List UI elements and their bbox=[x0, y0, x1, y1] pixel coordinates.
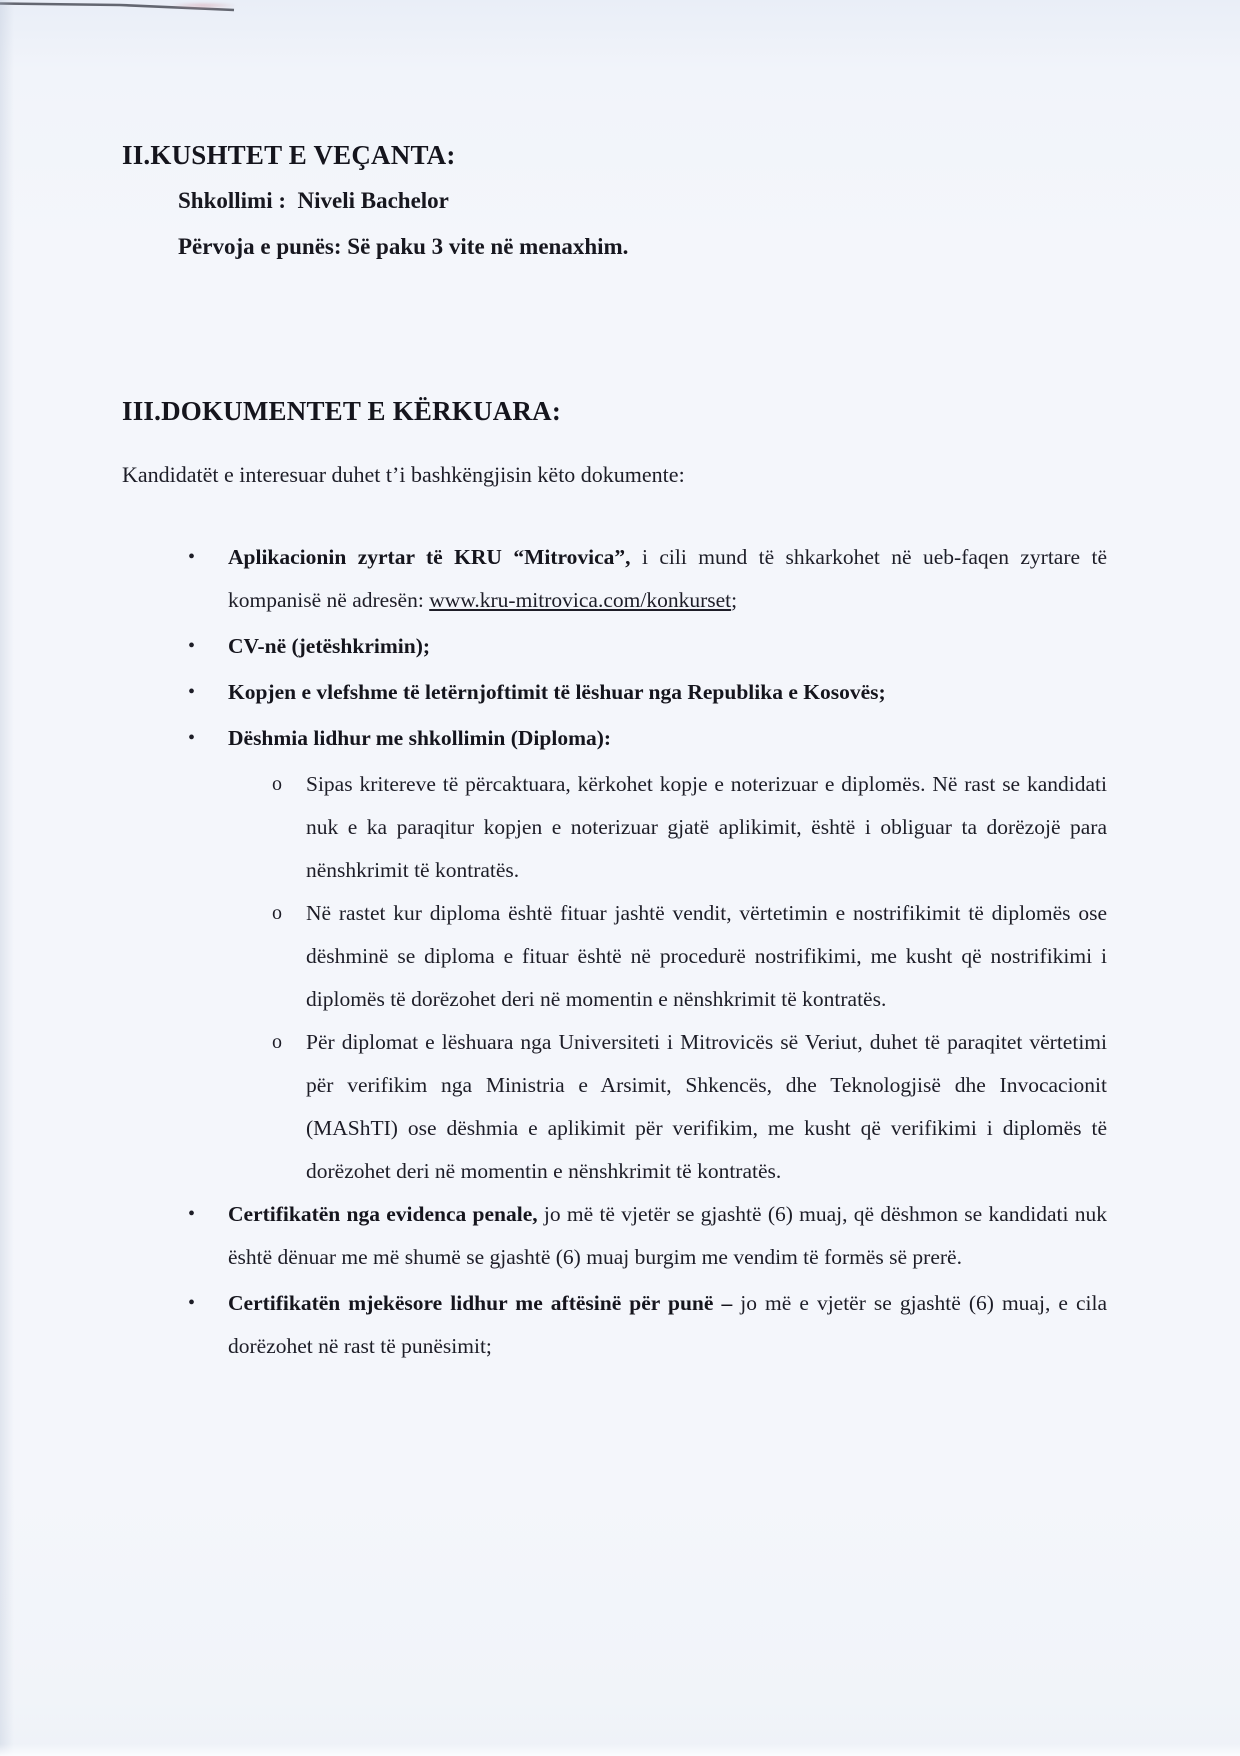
company-careers-url-link[interactable]: www.kru-mitrovica.com/konkurset bbox=[429, 588, 732, 612]
bullet-bold-text: Aplikacionin zyrtar të KRU “Mitrovica”, bbox=[228, 545, 631, 569]
bullet-dot-icon: • bbox=[188, 681, 196, 703]
bullet-dot-icon: • bbox=[188, 635, 196, 657]
documents-intro-paragraph: Kandidatët e interesuar duhet t’i bashkëngjisin këto dokumente: bbox=[122, 462, 685, 487]
sub-item-notarized-copy bbox=[272, 763, 1107, 892]
list-item-diploma bbox=[188, 717, 1107, 760]
list-item-id-copy bbox=[188, 671, 1107, 714]
list-item-cv bbox=[188, 625, 1107, 668]
bullet-bold-text: Certifikatën mjekësore lidhur me aftësinë për punë – bbox=[228, 1291, 733, 1315]
bullet-regular-text: jo më e vjetër se gjashtë (6) muaj, e cila dorëzohet në rast të punësimit; bbox=[228, 1291, 1107, 1358]
sub-bullet-o-icon: o bbox=[272, 773, 282, 795]
sub-item-foreign-diploma bbox=[272, 892, 1107, 1021]
sub-bullet-o-icon: o bbox=[272, 902, 282, 924]
list-item-criminal-record-certificate bbox=[188, 1193, 1107, 1279]
bullet-tail-text: ; bbox=[731, 588, 738, 612]
bullet-regular-text: jo më të vjetër se gjashtë (6) muaj, që dëshmon se kandidati nuk është dënuar me më shumë se gjashtë (6) muaj burgim me vendim të formës së prerë. bbox=[228, 1202, 1107, 1269]
sub-bullet-o-icon: o bbox=[272, 1031, 282, 1053]
scan-bottom-edge-artifact bbox=[0, 1744, 1240, 1756]
condition-education-line: Shkollimi : Niveli Bachelor bbox=[178, 188, 449, 213]
bullet-dot-icon: • bbox=[188, 727, 196, 749]
bullet-dot-icon: • bbox=[188, 1292, 196, 1314]
bullet-dot-icon: • bbox=[188, 1203, 196, 1225]
required-documents-list bbox=[0, 536, 1240, 1371]
condition-experience-line: Përvoja e punës: Së paku 3 vite në menaxhim. bbox=[178, 234, 629, 259]
bullet-bold-text: Certifikatën nga evidenca penale, bbox=[228, 1202, 538, 1226]
sub-item-text: Për diplomat e lëshuara nga Universiteti i Mitrovicës së Veriut, duhet të paraqitet vërtetimi për verifikim nga Ministria e Arsimit, Shkencës, dhe Teknologjisë dhe Invocacionit (MAShTI) ose dëshmia e aplikimit për verifikim, me kusht që verifikimi i diplomës të dorëzohet deri në momentin e nënshkrimit të kontratës. bbox=[306, 1030, 1107, 1183]
section-heading-special-conditions: II.KUSHTET E VEÇANTA: bbox=[122, 140, 456, 170]
list-item-medical-certificate bbox=[188, 1282, 1107, 1368]
scan-smudge-artifact bbox=[168, 2, 238, 9]
bullet-dot-icon: • bbox=[188, 546, 196, 568]
bullet-bold-text: CV-në (jetëshkrimin); bbox=[228, 634, 431, 658]
section-heading-required-documents: III.DOKUMENTET E KËRKUARA: bbox=[122, 396, 562, 426]
sub-item-north-mitrovica-university bbox=[272, 1021, 1107, 1193]
bullet-bold-text: Kopjen e vlefshme të letërnjoftimit të lëshuar nga Republika e Kosovës; bbox=[228, 680, 886, 704]
bullet-regular-text: i cili mund të shkarkohet në ueb-faqen zyrtare të kompanisë në adresën: bbox=[228, 545, 1107, 612]
sub-item-text: Sipas kritereve të përcaktuara, kërkohet kopje e noterizuar e diplomës. Në rast se kandidati nuk e ka paraqitur kopjen e noterizuar gjatë aplikimit, është i obliguar ta dorëzojë para nënshkrimit të kontratës. bbox=[306, 772, 1107, 882]
diploma-sub-list bbox=[0, 763, 1240, 1193]
sub-item-text: Në rastet kur diploma është fituar jashtë vendit, vërtetimin e nostrifikimit të diplomës ose dëshminë se diploma e fituar është në procedurë nostrifikimi, me kusht që nostrifikimi i diplomës të dorëzohet deri në momentin e nënshkrimit të kontratës. bbox=[306, 901, 1107, 1011]
list-item-application-form bbox=[188, 536, 1107, 622]
bullet-bold-text: Dëshmia lidhur me shkollimin (Diploma): bbox=[228, 726, 612, 750]
